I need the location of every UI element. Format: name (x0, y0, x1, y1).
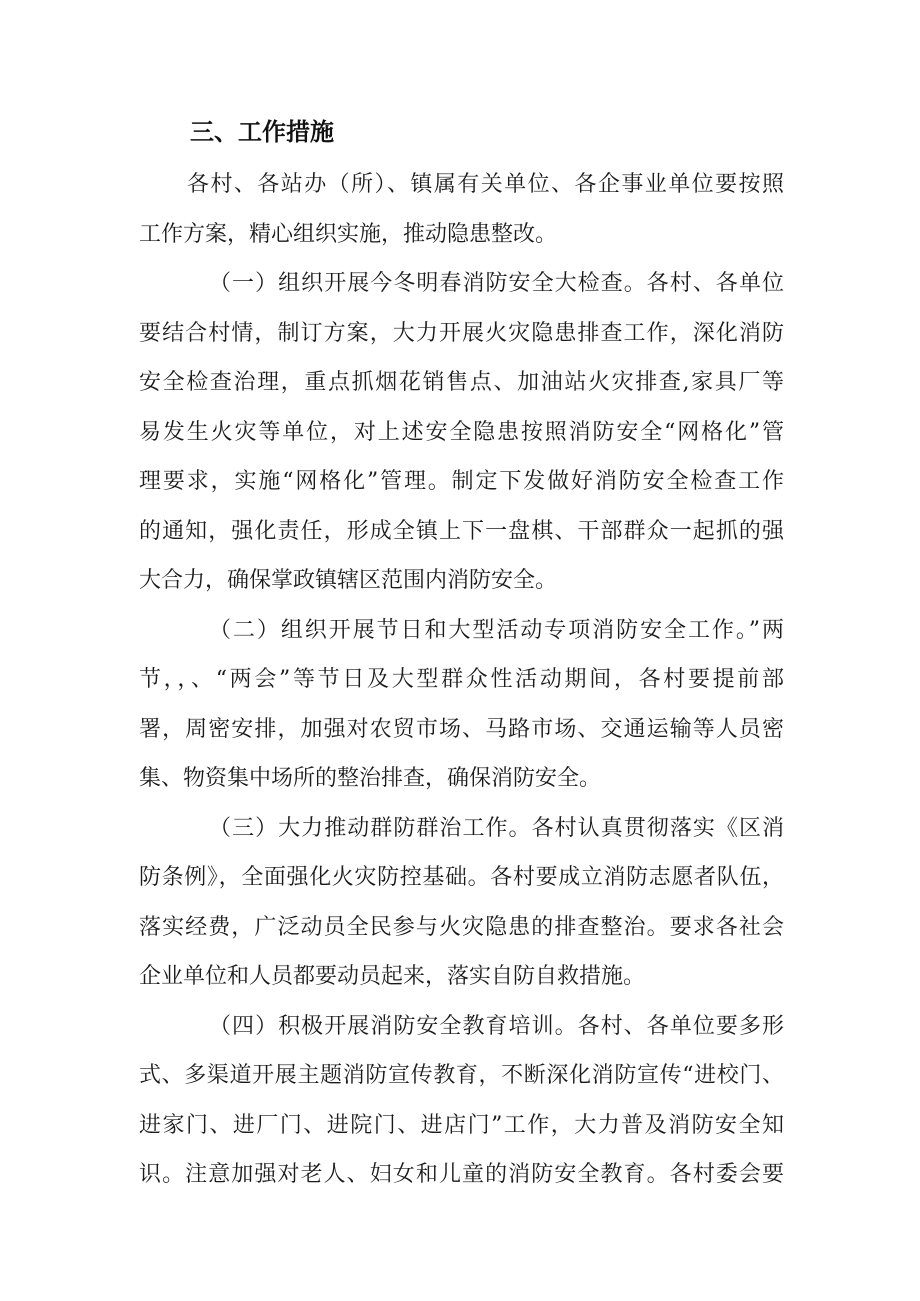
text-line: 理要求，实施“网格化”管理。制定下发做好消防安全检查工作 (139, 469, 784, 494)
text-line: 进家门、进厂门、进院门、进店门”工作，大力普及消防安全知 (139, 1112, 784, 1138)
text-line: 识。注意加强对老人、妇女和儿童的消防安全教育。各村委会要 (139, 1162, 784, 1187)
text-line: 大合力，确保掌政镇辖区范围内消防安全。 (139, 568, 558, 593)
paragraph-item-2 (139, 606, 784, 804)
text-line: 防条例》，全面强化火灾防控基础。各村要成立消防志愿者队伍， (139, 865, 784, 890)
text-line: 企业单位和人员都要动员起来，落实自防自救措施。 (139, 964, 646, 989)
paragraph-item-3 (139, 804, 784, 1002)
paragraph-intro (139, 160, 784, 259)
text-line: 署，周密安排，加强对农贸市场、马路市场、交通运输等人员密 (139, 716, 784, 742)
section-heading: 三、工作措施 (190, 118, 334, 146)
paragraph-item-4 (139, 1002, 784, 1200)
text-line: 的通知，强化责任，形成全镇上下一盘棋、干部群众一起抓的强 (139, 518, 784, 544)
text-line: 集、物资集中场所的整治排查，确保消防安全。 (139, 766, 602, 791)
text-line: 安全检查治理，重点抓烟花销售点、加油站火灾排查,家具厂等 (139, 370, 784, 395)
text-line: （二）组织开展节日和大型活动专项消防安全工作。”两 (209, 617, 784, 643)
text-line: 式、多渠道开展主题消防宣传教育，不断深化消防宣传“进校门、 (139, 1063, 784, 1088)
text-line: （四）积极开展消防安全教育培训。各村、各单位要多形 (209, 1013, 784, 1039)
text-line: 要结合村情，制订方案，大力开展火灾隐患排查工作，深化消防 (139, 320, 784, 346)
text-line: 易发生火灾等单位，对上述安全隐患按照消防安全“网格化”管 (139, 419, 784, 445)
text-line: 各村、各站办（所）、镇属有关单位、各企事业单位要按照 (187, 172, 784, 197)
text-line: 节，，、“两会”等节日及大型群众性活动期间，各村要提前部 (139, 667, 784, 692)
document-body (139, 160, 784, 1200)
text-line: 落实经费，广泛动员全民参与火灾隐患的排查整治。要求各社会 (139, 914, 784, 940)
text-line: （三）大力推动群防群治工作。各村认真贯彻落实《区消 (209, 815, 784, 841)
text-line: 工作方案，精心组织实施，推动隐患整改。 (139, 221, 558, 247)
text-line: （一）组织开展今冬明春消防安全大检查。各村、各单位 (209, 271, 784, 296)
paragraph-item-1 (139, 259, 784, 606)
